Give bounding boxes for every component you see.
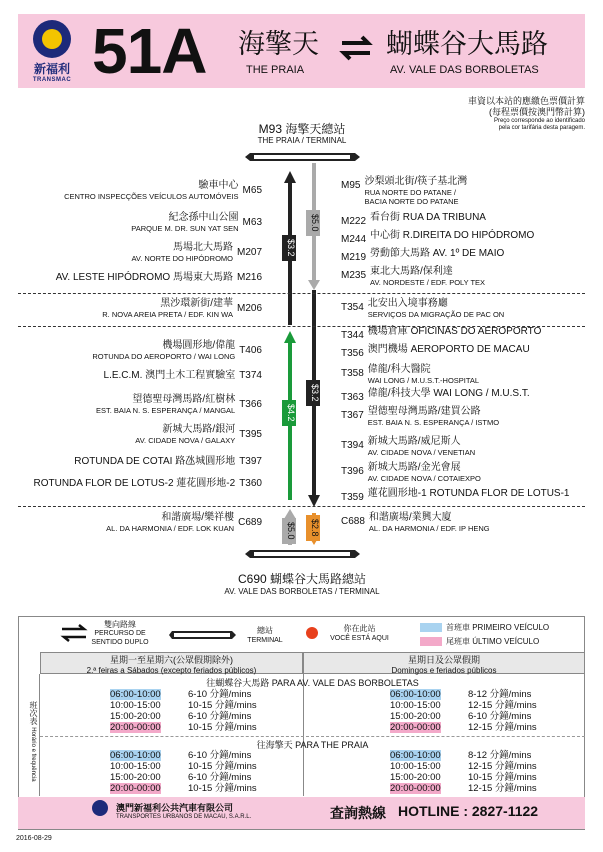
stop-code: M63: [242, 216, 262, 228]
fare-note: [420, 96, 585, 132]
schedule-side-label-zh: 班次表: [29, 700, 38, 725]
stop-name-en: BACIA NORTE DO PATANE: [364, 197, 459, 206]
weekday-header-zh: 星期一至星期六(公眾假期除外): [110, 655, 233, 665]
stop-name: [368, 364, 479, 385]
frequency: 10-15 分鐘/mins: [188, 761, 257, 772]
top-terminal-name: M93 海擎天總站: [258, 122, 346, 136]
left-stop: [56, 272, 262, 284]
frequency: 6-10 分鐘/mins: [468, 711, 532, 722]
right-stop: [341, 344, 530, 360]
legend-you-are-here: [322, 624, 397, 644]
company-logo: [22, 20, 82, 86]
bottom-terminal-name: C690 蝴蝶谷大馬路總站: [237, 572, 367, 586]
legend-two-way-zh: 雙向路線: [104, 620, 136, 629]
fare-tag: $2.8: [306, 515, 320, 541]
right-stop: [341, 266, 485, 287]
left-stop: [74, 456, 262, 468]
last-bus-swatch: [420, 637, 442, 646]
time-range: 06:00-10:00: [110, 750, 161, 761]
stop-code: T406: [239, 344, 262, 356]
time-range: 06:00-10:00: [110, 689, 161, 700]
stop-code: T396: [341, 466, 364, 477]
stop-name-en: AV. CIDADE NOVA / COTAIEXPO: [367, 474, 481, 483]
left-stop: [104, 370, 262, 382]
stop-name-zh: 新城大馬路/銀河: [162, 424, 236, 435]
time-range: 15:00-20:00: [390, 772, 441, 783]
stop-code: M206: [236, 302, 262, 314]
stop-code: T394: [341, 440, 364, 451]
stop-code: T354: [341, 302, 364, 313]
stop-name: [368, 388, 530, 400]
stop-name-zh: 北安出入境事務廳: [367, 298, 448, 309]
stop-code: T395: [239, 428, 262, 440]
fare-tag: $4.2: [282, 400, 296, 426]
stop-name-zh: 新城大馬路/威尼斯人: [367, 436, 461, 447]
left-stop: [131, 212, 262, 233]
frequency: 12-15 分鐘/mins: [468, 783, 537, 794]
stop-code: T363: [341, 392, 364, 403]
left-stop: [96, 394, 262, 415]
right-stop: [341, 326, 541, 342]
footer-logo-icon: [92, 800, 108, 816]
stop-name-en: AV. NORDESTE / EDF. POLY TEX: [370, 278, 486, 287]
first-bus-swatch: [420, 623, 442, 632]
fare-zone-separator: [18, 293, 585, 294]
left-stop: [102, 298, 262, 319]
bottom-terminal-bar-inner: [254, 552, 350, 556]
stop-name-en: PARQUE M. DR. SUN YAT SEN: [131, 224, 239, 233]
stop-name-zh: 蓮花圓形地-1 ROTUNDA FLOR DE LOTUS-1: [367, 488, 570, 499]
stop-name: [135, 424, 235, 445]
stop-name: [106, 512, 234, 533]
stop-name: [368, 298, 504, 319]
frequency: 12-15 分鐘/mins: [468, 722, 537, 733]
stop-code: C689: [238, 516, 262, 528]
frequency: 10-15 分鐘/mins: [188, 722, 257, 733]
stop-code: T360: [239, 478, 262, 489]
frequency: 6-10 分鐘/mins: [188, 772, 252, 783]
frequency: 12-15 分鐘/mins: [468, 761, 537, 772]
fare-note-zh: 車資以本站的應繳色票價計算: [467, 96, 585, 106]
right-stop: [341, 512, 490, 533]
schedule-column-divider: [303, 674, 304, 796]
stop-name-zh: 望德聖母灣馬路/紅樹林: [132, 394, 236, 405]
stop-code: M222: [341, 216, 367, 227]
two-way-arrows-icon: [60, 624, 88, 642]
right-stop: [341, 212, 486, 228]
stop-name-zh: 偉龍/科大醫院: [367, 364, 431, 375]
right-stop: [341, 298, 504, 319]
time-range: 20:00-00:00: [110, 722, 161, 733]
stop-name: [370, 266, 485, 287]
stop-name-zh: L.E.C.M. 澳門土木工程實驗室: [103, 370, 236, 381]
legend-terminal-zh: 總站: [257, 626, 273, 635]
logo-icon: [33, 20, 71, 58]
fare-note-pt-2: pela cor tarifária desta paragem.: [498, 125, 585, 131]
hotline-number: HOTLINE : 2827-1122: [398, 803, 539, 819]
fare-tag: $5.0: [306, 210, 320, 236]
stop-name: [370, 230, 534, 242]
frequency: 6-10 分鐘/mins: [188, 750, 252, 761]
stop-code: M65: [242, 184, 262, 196]
time-range: 20:00-00:00: [110, 783, 161, 794]
stop-name-zh: 黑沙環新街/建華: [160, 298, 233, 309]
stop-name-zh: 望德聖母灣馬路/建買公路: [367, 406, 481, 417]
stop-code: M216: [236, 272, 262, 283]
logo-text-zh: 新福利: [33, 62, 70, 76]
route-arrow-up-green: [284, 331, 296, 343]
time-range: 10:00-15:00: [110, 761, 161, 772]
two-way-arrows-icon: [338, 34, 374, 62]
fare-tag: $5.0: [282, 518, 296, 544]
stop-code: T367: [341, 410, 364, 421]
bottom-terminal-name-en: AV. VALE DAS BORBOLETAS / TERMINAL: [224, 587, 380, 596]
fare-note-zh-2: (每程票價按澳門幣計算): [489, 107, 585, 117]
stop-name: [368, 406, 499, 427]
legend-terminal: [240, 626, 290, 646]
legend-last-bus: 尾班車 ÚLTIMO VEÍCULO: [446, 637, 540, 646]
left-stop: [106, 512, 262, 533]
stop-name: [370, 248, 504, 260]
frequency: 6-10 分鐘/mins: [188, 711, 252, 722]
stop-code: T397: [239, 456, 262, 467]
schedule-side-label: [18, 674, 40, 796]
top-terminal-bar-inner: [254, 155, 350, 159]
stop-name-en: AL. DA HARMONIA / EDF. IP HENG: [368, 524, 490, 533]
stop-name-en: EST. BAIA N. S. ESPERANÇA / MANGAL: [95, 406, 236, 415]
footer-company-pt: TRANSPORTES URBANOS DE MACAU, S.A.R.L.: [116, 814, 252, 820]
legend-you-are-here-pt: VOCÊ ESTÁ AQUI: [330, 635, 389, 642]
footer-company-zh: 澳門新福利公共汽車有限公司: [116, 803, 234, 813]
stop-name-zh: 偉龍/科技大學 WAI LONG / M.U.S.T.: [367, 388, 530, 399]
stop-name-en: AL. DA HARMONIA / EDF. LOK KUAN: [106, 524, 235, 533]
stop-name: [131, 242, 233, 263]
time-range: 15:00-20:00: [390, 711, 441, 722]
stop-name-zh: 機場倉庫 OFICINAS DO AEROPORTO: [367, 326, 542, 337]
holiday-header: [303, 652, 585, 674]
stop-name-en: WAI LONG / M.U.S.T.-HOSPITAL: [367, 376, 480, 385]
stop-name-zh: AV. LESTE HIPÓDROMO 馬場東大馬路: [55, 272, 233, 283]
stop-name-zh: 東北大馬路/保利達: [370, 266, 453, 277]
schedule-separator: [40, 736, 585, 737]
fare-tag: $3.2: [306, 380, 320, 406]
destination-name-en: AV. VALE DAS BORBOLETAS: [390, 64, 539, 76]
stop-code: M235: [341, 270, 367, 281]
right-stop: [341, 364, 479, 385]
right-stop: [341, 488, 570, 504]
origin-name-en: THE PRAIA: [246, 64, 305, 76]
left-stop: [135, 424, 262, 445]
stop-name: [92, 340, 235, 361]
stop-code: C688: [341, 516, 365, 527]
frequency: 12-15 分鐘/mins: [468, 700, 537, 711]
stop-name: [34, 478, 236, 490]
legend-you-are-here-zh: 你在此站: [343, 624, 376, 633]
legend-terminal-pt: TERMINAL: [247, 637, 283, 644]
right-stop: [341, 462, 481, 483]
legend-two-way-pt: PERCURSO DE: [94, 630, 146, 637]
stop-code: T374: [239, 370, 262, 381]
stop-name: [368, 462, 481, 483]
stop-code: T356: [341, 348, 364, 359]
direction-label: 往海擎天 PARA THE PRAIA: [256, 740, 369, 750]
stop-name: [64, 180, 238, 201]
stop-code: T359: [341, 492, 364, 503]
stop-name-zh: 和諧廣場/業興大廈: [368, 512, 452, 523]
stop-name-zh: 馬場北大馬路: [172, 242, 233, 253]
frequency: 6-10 分鐘/mins: [188, 689, 252, 700]
time-range: 20:00-00:00: [390, 722, 441, 733]
left-stop: [131, 242, 262, 263]
stop-name-zh: 新城大馬路/金光會展: [367, 462, 461, 473]
destination-name-zh: 蝴蝶谷大馬路: [386, 29, 548, 59]
stop-name: [369, 512, 490, 533]
stop-code: T366: [239, 398, 262, 410]
logo-text-en: TRANSMAC: [32, 77, 72, 83]
holiday-header-zh: 星期日及公眾假期: [407, 655, 480, 665]
stop-name: [131, 212, 238, 233]
origin-name-zh: 海擎天: [238, 29, 319, 59]
fare-note-pt: Preço corresponde ao identificado: [493, 118, 585, 124]
stop-name: [370, 212, 486, 224]
direction-label: 往蝴蝶谷大馬路 PARA AV. VALE DAS BORBOLETAS: [206, 678, 419, 688]
stop-name: [104, 370, 236, 382]
stop-name-en: RUA NORTE DO PATANE /: [364, 188, 456, 197]
holiday-header-pt: Domingos e feriados públicos: [391, 666, 497, 675]
stop-name-en: R. NOVA AREIA PRETA / EDF. KIN WA: [102, 310, 233, 319]
right-stop: [341, 230, 534, 246]
frequency: 10-15 分鐘/mins: [188, 783, 257, 794]
stop-name-en: SERVIÇOS DA MIGRAÇÃO DE PAC ON: [367, 310, 505, 319]
stop-name: [96, 394, 235, 415]
stop-name-zh: 機場圓形地/偉龍: [162, 340, 236, 351]
fare-zone-separator: [18, 506, 585, 507]
print-date: 2016-08-29: [16, 835, 52, 842]
stop-name: [368, 436, 475, 457]
stop-name-en: CENTRO INSPECÇÕES VEÍCULOS AUTOMÓVEIS: [64, 192, 239, 201]
route-arrow-up-black: [284, 171, 296, 183]
stop-name-en: AV. NORTE DO HIPÓDROMO: [131, 254, 233, 263]
schedule-side-label-pt: Horário e frequência: [30, 726, 36, 782]
hotline-zh: 查詢熱線: [330, 805, 386, 821]
stop-name-zh: 紀念孫中山公園: [168, 212, 239, 223]
stop-name-zh: 和諧廣場/樂祥樓: [161, 512, 235, 523]
right-stop: [341, 388, 530, 404]
stop-name-en: AV. CIDADE NOVA / VENETIAN: [367, 448, 476, 457]
stop-name-zh: 中心街 R.DIREITA DO HIPÓDROMO: [370, 230, 535, 241]
stop-name-en: EST. BAIA N. S. ESPERANÇA / ISTMO: [367, 418, 500, 427]
stop-code: T344: [341, 330, 364, 341]
legend-two-way-pt-2: SENTIDO DUPLO: [91, 639, 149, 646]
top-terminal-name-en: THE PRAIA / TERMINAL: [257, 136, 347, 145]
stop-name-en: ROTUNDA DO AEROPORTO / WAI LONG: [92, 352, 236, 361]
frequency: 8-12 分鐘/mins: [468, 750, 532, 761]
stop-name-zh: 驗車中心: [198, 180, 239, 191]
stop-code: T358: [341, 368, 364, 379]
you-are-here-icon: [306, 627, 318, 639]
left-stop: [64, 180, 262, 201]
stop-name-zh: 澳門機場 AEROPORTO DE MACAU: [367, 344, 530, 355]
frequency: 10-15 分鐘/mins: [188, 700, 257, 711]
time-range: 10:00-15:00: [390, 761, 441, 772]
weekday-header: [40, 652, 303, 674]
legend-two-way: [90, 620, 150, 647]
legend-first-bus: 首班車 PRIMEIRO VEÍCULO: [446, 623, 550, 632]
right-stop: [341, 248, 504, 264]
stop-name-zh: ROTUNDA DE COTAI 路氹城圓形地: [74, 456, 236, 467]
left-stop: [34, 478, 263, 490]
time-range: 15:00-20:00: [110, 772, 161, 783]
time-range: 06:00-10:00: [390, 689, 441, 700]
time-range: 20:00-00:00: [390, 783, 441, 794]
stop-name: [368, 326, 542, 338]
right-stop: [341, 436, 475, 457]
stop-name-zh: 看台街 RUA DA TRIBUNA: [370, 212, 486, 223]
frequency: 8-12 分鐘/mins: [468, 689, 532, 700]
route-number: 51A: [92, 15, 207, 87]
frequency: 10-15 分鐘/mins: [468, 772, 537, 783]
fare-tag: $3.2: [282, 235, 296, 261]
stop-code: M219: [341, 252, 367, 263]
stop-name-zh: ROTUNDA FLOR DE LOTUS-2 蓮花圓形地-2: [33, 478, 236, 489]
right-stop: [341, 176, 467, 206]
stop-code: M207: [236, 246, 262, 258]
time-range: 06:00-10:00: [390, 750, 441, 761]
stop-code: M244: [341, 234, 367, 245]
left-stop: [92, 340, 262, 361]
time-range: 10:00-15:00: [110, 700, 161, 711]
stop-name-zh: 勞動節大馬路 AV. 1º DE MAIO: [370, 248, 505, 259]
stop-name: [368, 488, 570, 500]
stop-code: M95: [341, 180, 361, 191]
stop-name-en: AV. CIDADE NOVA / GALAXY: [135, 436, 236, 445]
stop-name: [364, 176, 467, 206]
terminal-bar-icon: [168, 630, 238, 640]
stop-name: [74, 456, 235, 468]
stop-name: [368, 344, 530, 356]
weekday-header-pt: 2.ª feiras a Sábados (excepto feriados públicos): [86, 666, 257, 675]
route-arrow-down-gray: [308, 280, 320, 290]
stop-name-zh: 沙梨頭北街/筷子基北灣: [364, 176, 468, 187]
time-range: 10:00-15:00: [390, 700, 441, 711]
stop-name: [102, 298, 233, 319]
stop-name: [56, 272, 233, 284]
right-stop: [341, 406, 499, 427]
time-range: 15:00-20:00: [110, 711, 161, 722]
